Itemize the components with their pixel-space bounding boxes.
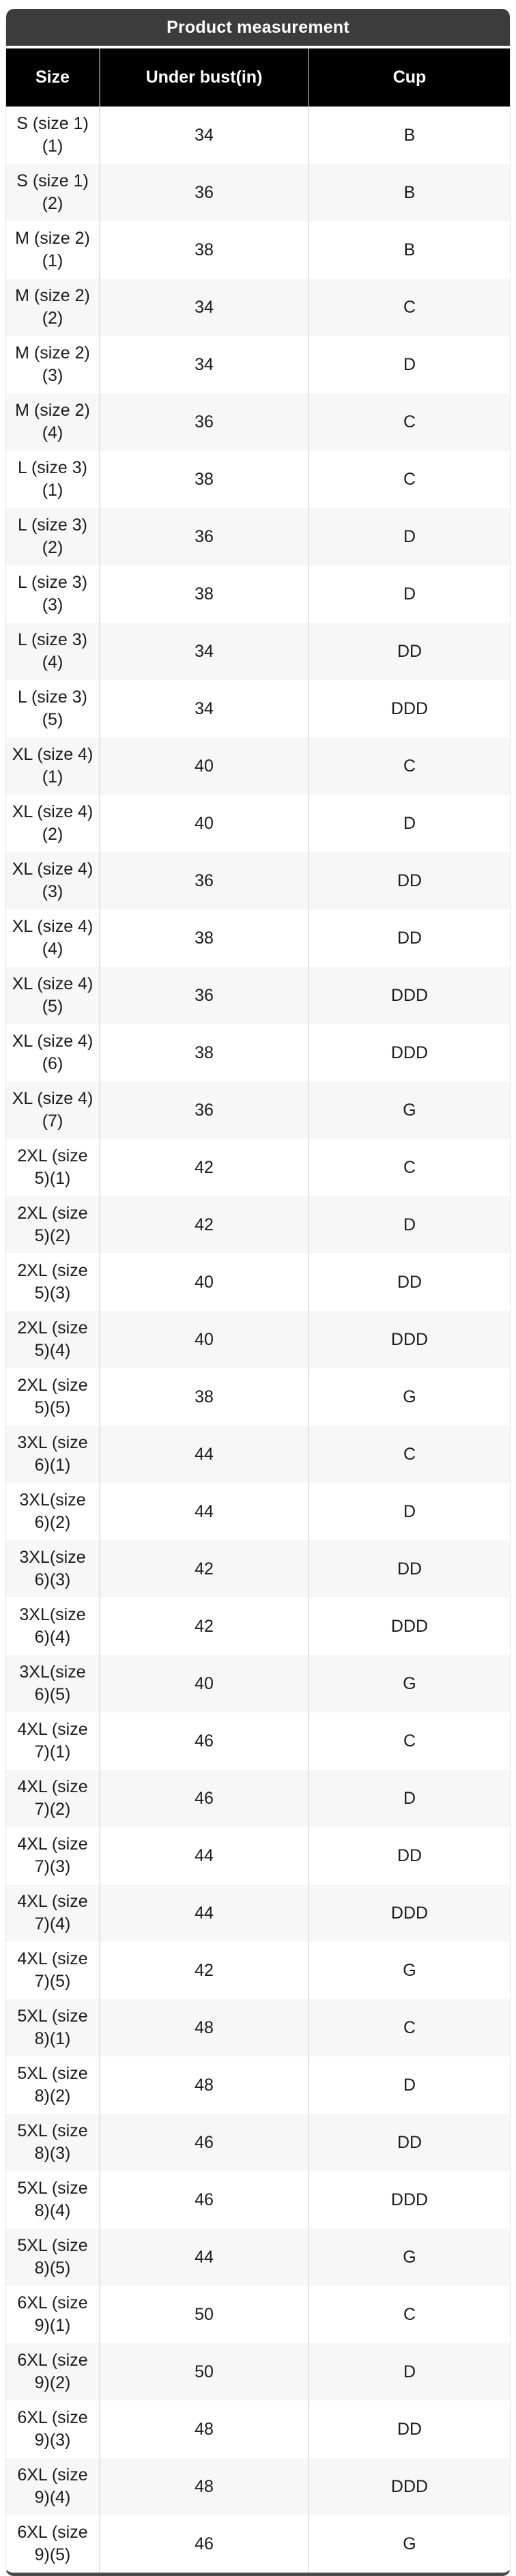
under-bust-cell: 48 bbox=[100, 2458, 309, 2515]
cup-cell: C bbox=[309, 1139, 510, 1196]
under-bust-cell: 46 bbox=[100, 2171, 309, 2228]
under-bust-cell: 42 bbox=[100, 1942, 309, 1999]
under-bust-cell: 48 bbox=[100, 2401, 309, 2458]
size-cell: XL (size 4)(1) bbox=[6, 737, 100, 795]
table-row bbox=[6, 2228, 510, 2286]
under-bust-cell: 48 bbox=[100, 2056, 309, 2114]
size-cell: 3XL(size 6)(4) bbox=[6, 1598, 100, 1655]
size-cell: 5XL (size 8)(4) bbox=[6, 2171, 100, 2228]
cup-cell: G bbox=[309, 2228, 510, 2286]
under-bust-cell: 48 bbox=[100, 1999, 309, 2056]
table-row bbox=[6, 967, 510, 1024]
size-cell: 3XL(size 6)(2) bbox=[6, 1483, 100, 1540]
table-row bbox=[6, 1827, 510, 1884]
table-row bbox=[6, 623, 510, 680]
cup-cell: C bbox=[309, 737, 510, 795]
header-row bbox=[6, 48, 510, 107]
size-cell: 5XL (size 8)(3) bbox=[6, 2114, 100, 2171]
cup-cell: DDD bbox=[309, 967, 510, 1024]
cup-cell: DD bbox=[309, 2401, 510, 2458]
size-cell: 4XL (size 7)(2) bbox=[6, 1770, 100, 1827]
cup-cell: DDD bbox=[309, 2458, 510, 2515]
under-bust-cell: 40 bbox=[100, 795, 309, 852]
size-cell: XL (size 4)(3) bbox=[6, 852, 100, 909]
table-row bbox=[6, 1483, 510, 1540]
cup-cell: DD bbox=[309, 1540, 510, 1598]
cup-cell: D bbox=[309, 1770, 510, 1827]
table-row bbox=[6, 1081, 510, 1139]
under-bust-cell: 44 bbox=[100, 2228, 309, 2286]
cup-cell: DDD bbox=[309, 1884, 510, 1942]
table-row bbox=[6, 1655, 510, 1712]
size-cell: XL (size 4)(4) bbox=[6, 909, 100, 967]
size-cell: 6XL (size 9)(2) bbox=[6, 2343, 100, 2401]
column-header-under-bust: Under bust(in) bbox=[100, 48, 309, 107]
cup-cell: D bbox=[309, 1483, 510, 1540]
cup-cell: D bbox=[309, 565, 510, 623]
cup-cell: D bbox=[309, 2056, 510, 2114]
size-cell: M (size 2) (3) bbox=[6, 336, 100, 393]
table-row bbox=[6, 393, 510, 451]
cup-cell: B bbox=[309, 107, 510, 164]
table-row bbox=[6, 2286, 510, 2343]
table-row bbox=[6, 1942, 510, 1999]
table-row bbox=[6, 1196, 510, 1254]
table-row bbox=[6, 2515, 510, 2573]
size-cell: 4XL (size 7)(1) bbox=[6, 1712, 100, 1770]
table-row bbox=[6, 164, 510, 221]
under-bust-cell: 46 bbox=[100, 2114, 309, 2171]
under-bust-cell: 36 bbox=[100, 508, 309, 565]
table-row bbox=[6, 1368, 510, 1426]
table-row bbox=[6, 2458, 510, 2515]
under-bust-cell: 34 bbox=[100, 680, 309, 737]
size-cell: XL (size 4)(2) bbox=[6, 795, 100, 852]
under-bust-cell: 40 bbox=[100, 1311, 309, 1368]
cup-cell: D bbox=[309, 795, 510, 852]
table-row bbox=[6, 336, 510, 393]
size-cell: M (size 2) (1) bbox=[6, 221, 100, 279]
cup-cell: D bbox=[309, 1196, 510, 1254]
cup-cell: G bbox=[309, 1368, 510, 1426]
table-row bbox=[6, 1311, 510, 1368]
size-cell: L (size 3) (5) bbox=[6, 680, 100, 737]
table-row bbox=[6, 680, 510, 737]
size-cell: 5XL (size 8)(2) bbox=[6, 2056, 100, 2114]
under-bust-cell: 42 bbox=[100, 1598, 309, 1655]
table-row bbox=[6, 852, 510, 909]
table-row bbox=[6, 451, 510, 508]
size-cell: 2XL (size 5)(4) bbox=[6, 1311, 100, 1368]
size-cell: 6XL (size 9)(1) bbox=[6, 2286, 100, 2343]
table-row bbox=[6, 1598, 510, 1655]
table-row bbox=[6, 508, 510, 565]
table-row bbox=[6, 107, 510, 164]
under-bust-cell: 36 bbox=[100, 164, 309, 221]
cup-cell: G bbox=[309, 2515, 510, 2573]
product-measurement-card bbox=[5, 9, 511, 2576]
under-bust-cell: 42 bbox=[100, 1540, 309, 1598]
under-bust-cell: 38 bbox=[100, 1368, 309, 1426]
under-bust-cell: 50 bbox=[100, 2343, 309, 2401]
cup-cell: C bbox=[309, 393, 510, 451]
cup-cell: G bbox=[309, 1081, 510, 1139]
cup-cell: DDD bbox=[309, 1024, 510, 1081]
under-bust-cell: 38 bbox=[100, 451, 309, 508]
cup-cell: DDD bbox=[309, 2171, 510, 2228]
cup-cell: DDD bbox=[309, 680, 510, 737]
size-cell: 4XL (size 7)(5) bbox=[6, 1942, 100, 1999]
under-bust-cell: 44 bbox=[100, 1483, 309, 1540]
cup-cell: DD bbox=[309, 623, 510, 680]
column-header-cup: Cup bbox=[309, 48, 510, 107]
under-bust-cell: 44 bbox=[100, 1884, 309, 1942]
under-bust-cell: 34 bbox=[100, 107, 309, 164]
cup-cell: C bbox=[309, 279, 510, 336]
size-cell: XL (size 4)(7) bbox=[6, 1081, 100, 1139]
table-row bbox=[6, 1540, 510, 1598]
table-row bbox=[6, 1139, 510, 1196]
column-header-size: Size bbox=[6, 48, 100, 107]
size-cell: 6XL (size 9)(5) bbox=[6, 2515, 100, 2573]
size-cell: 5XL (size 8)(1) bbox=[6, 1999, 100, 2056]
measurement-table bbox=[6, 48, 510, 2573]
size-cell: L (size 3) (3) bbox=[6, 565, 100, 623]
under-bust-cell: 38 bbox=[100, 909, 309, 967]
under-bust-cell: 40 bbox=[100, 1655, 309, 1712]
cup-cell: C bbox=[309, 1426, 510, 1483]
cup-cell: D bbox=[309, 336, 510, 393]
measurement-table-body bbox=[6, 107, 510, 2573]
under-bust-cell: 44 bbox=[100, 1426, 309, 1483]
table-row bbox=[6, 1999, 510, 2056]
size-cell: 2XL (size 5)(2) bbox=[6, 1196, 100, 1254]
cup-cell: DD bbox=[309, 1254, 510, 1311]
table-row bbox=[6, 1426, 510, 1483]
size-cell: S (size 1) (1) bbox=[6, 107, 100, 164]
under-bust-cell: 46 bbox=[100, 1770, 309, 1827]
cup-cell: DDD bbox=[309, 1598, 510, 1655]
cup-cell: DD bbox=[309, 2114, 510, 2171]
table-row bbox=[6, 1024, 510, 1081]
size-cell: 2XL (size 5)(3) bbox=[6, 1254, 100, 1311]
under-bust-cell: 42 bbox=[100, 1139, 309, 1196]
size-cell: 4XL (size 7)(4) bbox=[6, 1884, 100, 1942]
cup-cell: B bbox=[309, 221, 510, 279]
cup-cell: B bbox=[309, 164, 510, 221]
under-bust-cell: 40 bbox=[100, 737, 309, 795]
size-cell: 6XL (size 9)(3) bbox=[6, 2401, 100, 2458]
cup-cell: G bbox=[309, 1942, 510, 1999]
size-cell: XL (size 4)(5) bbox=[6, 967, 100, 1024]
under-bust-cell: 50 bbox=[100, 2286, 309, 2343]
under-bust-cell: 38 bbox=[100, 565, 309, 623]
size-cell: M (size 2) (2) bbox=[6, 279, 100, 336]
table-row bbox=[6, 279, 510, 336]
table-row bbox=[6, 1770, 510, 1827]
cup-cell: D bbox=[309, 508, 510, 565]
table-row bbox=[6, 1712, 510, 1770]
under-bust-cell: 36 bbox=[100, 393, 309, 451]
under-bust-cell: 34 bbox=[100, 336, 309, 393]
size-cell: L (size 3) (2) bbox=[6, 508, 100, 565]
table-row bbox=[6, 221, 510, 279]
page bbox=[0, 9, 516, 2576]
cup-cell: D bbox=[309, 2343, 510, 2401]
under-bust-cell: 34 bbox=[100, 279, 309, 336]
cup-cell: DD bbox=[309, 1827, 510, 1884]
table-row bbox=[6, 2056, 510, 2114]
table-row bbox=[6, 1254, 510, 1311]
table-row bbox=[6, 2401, 510, 2458]
size-cell: L (size 3) (1) bbox=[6, 451, 100, 508]
cup-cell: G bbox=[309, 1655, 510, 1712]
under-bust-cell: 36 bbox=[100, 967, 309, 1024]
measurement-table-head bbox=[6, 48, 510, 107]
size-cell: 2XL (size 5)(5) bbox=[6, 1368, 100, 1426]
under-bust-cell: 46 bbox=[100, 1712, 309, 1770]
table-row bbox=[6, 737, 510, 795]
size-cell: 4XL (size 7)(3) bbox=[6, 1827, 100, 1884]
under-bust-cell: 40 bbox=[100, 1254, 309, 1311]
cup-cell: C bbox=[309, 1999, 510, 2056]
table-row bbox=[6, 2114, 510, 2171]
under-bust-cell: 38 bbox=[100, 1024, 309, 1081]
size-cell: 2XL (size 5)(1) bbox=[6, 1139, 100, 1196]
size-cell: 3XL (size 6)(1) bbox=[6, 1426, 100, 1483]
under-bust-cell: 46 bbox=[100, 2515, 309, 2573]
cup-cell: DD bbox=[309, 909, 510, 967]
size-cell: M (size 2) (4) bbox=[6, 393, 100, 451]
cup-cell: DDD bbox=[309, 1311, 510, 1368]
table-row bbox=[6, 1884, 510, 1942]
size-cell: S (size 1) (2) bbox=[6, 164, 100, 221]
cup-cell: C bbox=[309, 2286, 510, 2343]
under-bust-cell: 34 bbox=[100, 623, 309, 680]
size-cell: 3XL(size 6)(5) bbox=[6, 1655, 100, 1712]
table-row bbox=[6, 2171, 510, 2228]
under-bust-cell: 44 bbox=[100, 1827, 309, 1884]
cup-cell: C bbox=[309, 1712, 510, 1770]
size-cell: L (size 3) (4) bbox=[6, 623, 100, 680]
under-bust-cell: 36 bbox=[100, 852, 309, 909]
under-bust-cell: 42 bbox=[100, 1196, 309, 1254]
table-row bbox=[6, 565, 510, 623]
size-cell: 5XL (size 8)(5) bbox=[6, 2228, 100, 2286]
card-title: Product measurement bbox=[6, 9, 510, 46]
table-row bbox=[6, 795, 510, 852]
under-bust-cell: 36 bbox=[100, 1081, 309, 1139]
cup-cell: DD bbox=[309, 852, 510, 909]
cup-cell: C bbox=[309, 451, 510, 508]
table-row bbox=[6, 2343, 510, 2401]
under-bust-cell: 38 bbox=[100, 221, 309, 279]
table-row bbox=[6, 909, 510, 967]
size-cell: XL (size 4)(6) bbox=[6, 1024, 100, 1081]
size-cell: 6XL (size 9)(4) bbox=[6, 2458, 100, 2515]
size-cell: 3XL(size 6)(3) bbox=[6, 1540, 100, 1598]
